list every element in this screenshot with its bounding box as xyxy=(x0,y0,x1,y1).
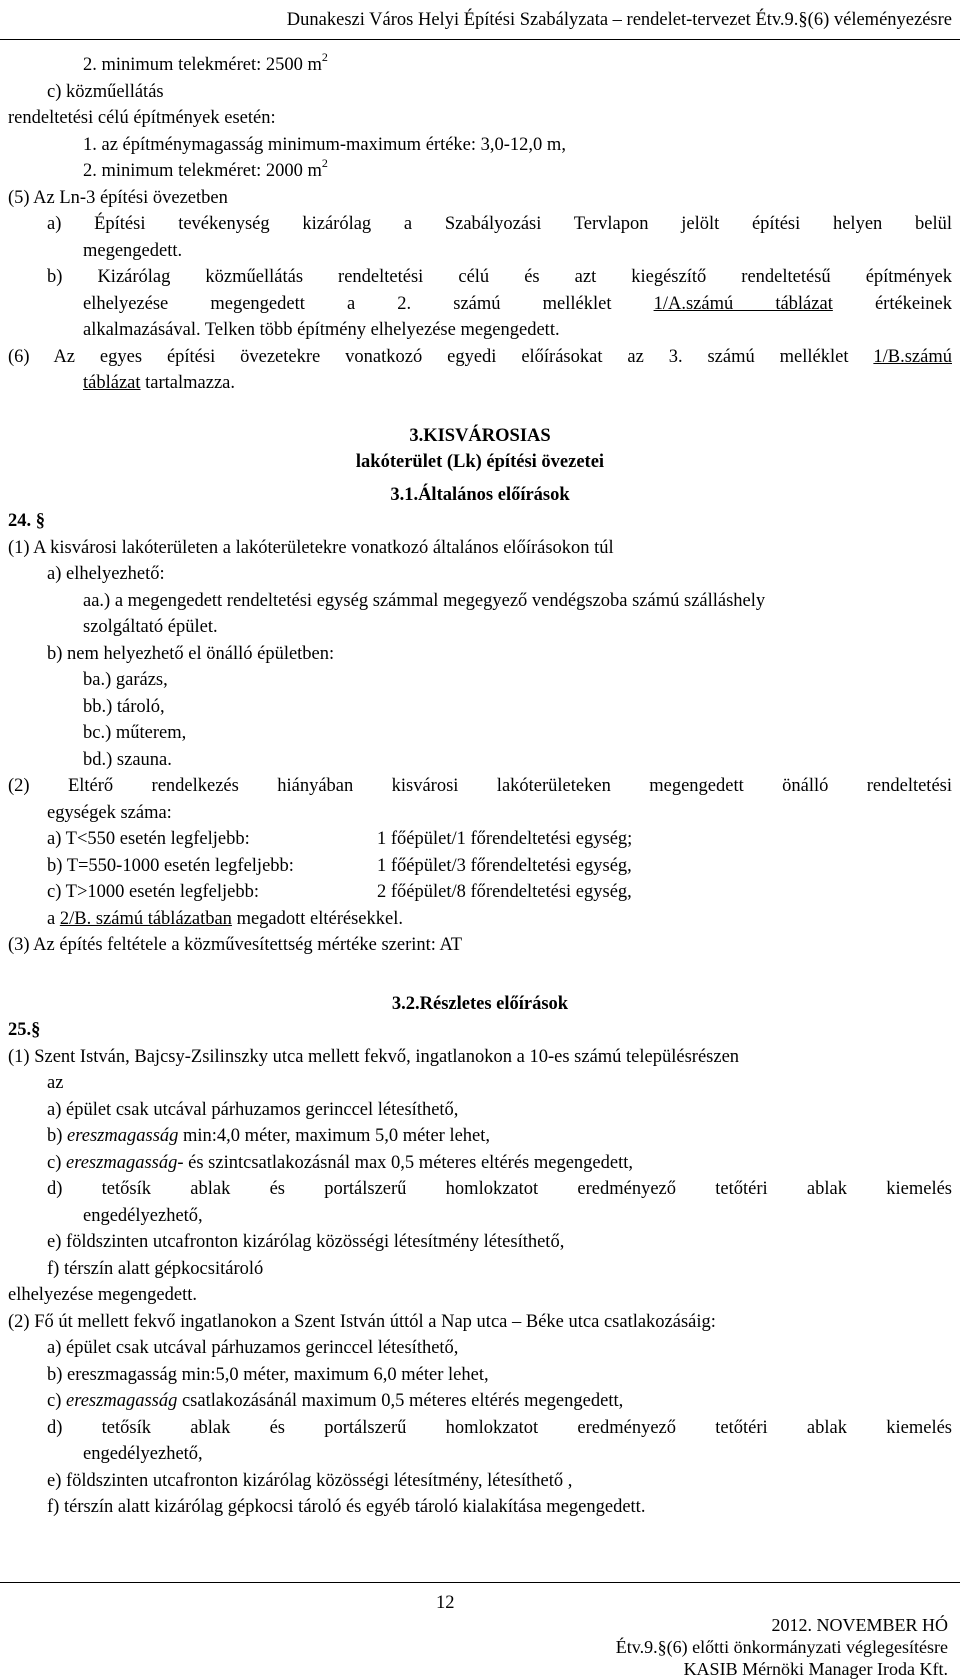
text-line: a) épület csak utcával párhuzamos gerinccel létesíthető, xyxy=(47,1338,459,1358)
text-line: a) épület csak utcával párhuzamos gerinccel létesíthető, xyxy=(47,1099,459,1120)
text-line: rendeltetési célú építmények esetén: xyxy=(8,108,276,128)
page-footer xyxy=(616,1614,948,1680)
text-line: c) ereszmagasság csatlakozásánál maximum 0,5 méteres eltérés megengedett, xyxy=(47,1391,624,1411)
text-line: elhelyezése megengedett. xyxy=(8,1285,198,1305)
text-line: (3) Az építés feltétele a közművesítettség mértéke szerint: AT xyxy=(8,935,463,955)
section-heading: 3.KISVÁROSIAS xyxy=(409,425,551,446)
text-line: c) ereszmagasság- és szintcsatlakozásnál max 0,5 méteres eltérés megengedett, xyxy=(47,1152,633,1173)
text-line: táblázat tartalmazza. xyxy=(83,373,236,393)
text-line: a) elhelyezhető: xyxy=(47,564,165,584)
text-line: c) közműellátás xyxy=(47,81,164,102)
table-link[interactable]: táblázat xyxy=(83,373,141,393)
section-heading: lakóterület (Lk) építési övezetei xyxy=(355,452,605,472)
text-line: b) ereszmagasság min:5,0 méter, maximum 6,0 méter lehet, xyxy=(47,1364,489,1385)
text-line: f) térszín alatt kizárólag gépkocsi tároló és egyéb tároló kialakítása megengedett. xyxy=(47,1497,646,1517)
text-line: b) Kizárólag közműellátás rendeltetési célú és azt kiegészítő rendeltetésű építmények xyxy=(47,267,952,287)
text-line: d) tetősík ablak és portálszerű homlokzatot eredményező tetőtéri ablak kiemelés xyxy=(47,1417,952,1438)
text-line: (1) Szent István, Bajcsy-Zsilinszky utca mellett fekvő, ingatlanokon a 10-es számú településrészen xyxy=(8,1046,740,1067)
text-line: egységek száma: xyxy=(47,802,172,823)
text-line: az xyxy=(47,1073,64,1093)
paragraph-number: 24. § xyxy=(8,511,45,531)
text-line: engedélyezhető, xyxy=(83,1205,203,1226)
subsection-heading: 3.2.Részletes előírások xyxy=(391,993,569,1014)
footer-status: Étv.9.§(6) előtti önkormányzati véglegesítésre xyxy=(615,1637,948,1657)
text-line: d) tetősík ablak és portálszerű homlokzatot eredményező tetőtéri ablak kiemelés xyxy=(47,1179,952,1199)
table-row: a) T<550 esetén legfeljebb: 1 főépület/1 főrendeltetési egység; xyxy=(47,829,633,849)
text-line: aa.) a megengedett rendeltetési egység számmal megegyező vendégszoba számú szálláshely xyxy=(83,590,766,611)
text-line: b) nem helyezhető el önálló épületben: xyxy=(47,643,335,664)
text-line: ba.) garázs, xyxy=(83,670,168,690)
text-line: a 2/B. számú táblázatban megadott eltérésekkel. xyxy=(47,908,403,929)
text-line: megengedett. xyxy=(83,240,183,261)
text-line: bb.) tároló, xyxy=(83,696,165,717)
text-line: elhelyezése megengedett a 2. számú melléklet 1/A.számú táblázat értékeinek xyxy=(83,293,952,314)
text-line: (5) Az Ln-3 építési övezetben xyxy=(8,187,228,208)
text-line: szolgáltató épület. xyxy=(83,617,218,637)
text-line: (1) A kisvárosi lakóterületen a lakóterületekre vonatkozó általános előírásokon túl xyxy=(8,537,614,558)
page-header: Dunakeszi Város Helyi Építési Szabályzata – rendelet-tervezet Étv.9.§(6) véleményezésre xyxy=(0,6,960,40)
table-row: c) T>1000 esetén legfeljebb: 2 főépület/8 főrendeltetési egység, xyxy=(47,882,632,902)
text-line: alkalmazásával. Telken több építmény elhelyezése megengedett. xyxy=(83,320,560,340)
text-line: 2. minimum telekméret: 2000 $m^2$ xyxy=(83,155,328,181)
text-line: bd.) szauna. xyxy=(83,749,172,770)
text-line: e) földszinten utcafronton kizárólag közösségi létesítmény létesíthető, xyxy=(47,1232,565,1252)
page-number: 12 xyxy=(436,1593,455,1613)
table-link[interactable]: 1/B.számú xyxy=(873,346,952,367)
text-line: e) földszinten utcafronton kizárólag közösségi létesítmény, létesíthető , xyxy=(47,1470,573,1491)
subsection-heading: 3.1.Általános előírások xyxy=(390,484,570,505)
text-line: (2) Eltérő rendelkezés hiányában kisvárosi lakóterületeken megengedett önálló rendeltetési xyxy=(8,776,952,796)
text-line: 1. az építménymagasság minimum-maximum értéke: 3,0-12,0 m, xyxy=(83,134,566,155)
document-body xyxy=(8,49,952,1521)
text-line: engedélyezhető, xyxy=(83,1444,203,1464)
footer-divider xyxy=(0,1582,960,1583)
text-line: (6) Az egyes építési övezetekre vonatkozó egyedi előírásokat az 3. számú melléklet 1/B.számú xyxy=(8,346,952,367)
paragraph-number: 25.§ xyxy=(8,1020,41,1040)
table-link[interactable]: 2/B. számú táblázatban xyxy=(59,908,232,929)
table-link[interactable]: 1/A.számú táblázat xyxy=(653,293,833,314)
text-line: a) Építési tevékenység kizárólag a Szabályozási Tervlapon jelölt építési helyen belül xyxy=(47,214,952,234)
footer-date: 2012. NOVEMBER HÓ xyxy=(771,1615,948,1635)
text-line: bc.) műterem, xyxy=(83,723,187,743)
text-line: 2. minimum telekméret: 2500 $m^2$ xyxy=(83,49,328,75)
text-line: (2) Fő út mellett fekvő ingatlanokon a Szent István úttól a Nap utca – Béke utca csatlakozásáig: xyxy=(8,1311,716,1332)
table-row: b) T=550-1000 esetén legfeljebb: 1 főépület/3 főrendeltetési egység, xyxy=(47,855,632,876)
footer-company: KASIB Mérnöki Manager Iroda Kft. xyxy=(683,1659,948,1679)
text-line: f) térszín alatt gépkocsitároló xyxy=(47,1258,264,1279)
text-line: b) ereszmagasság min:4,0 méter, maximum 5,0 méter lehet, xyxy=(47,1126,491,1146)
